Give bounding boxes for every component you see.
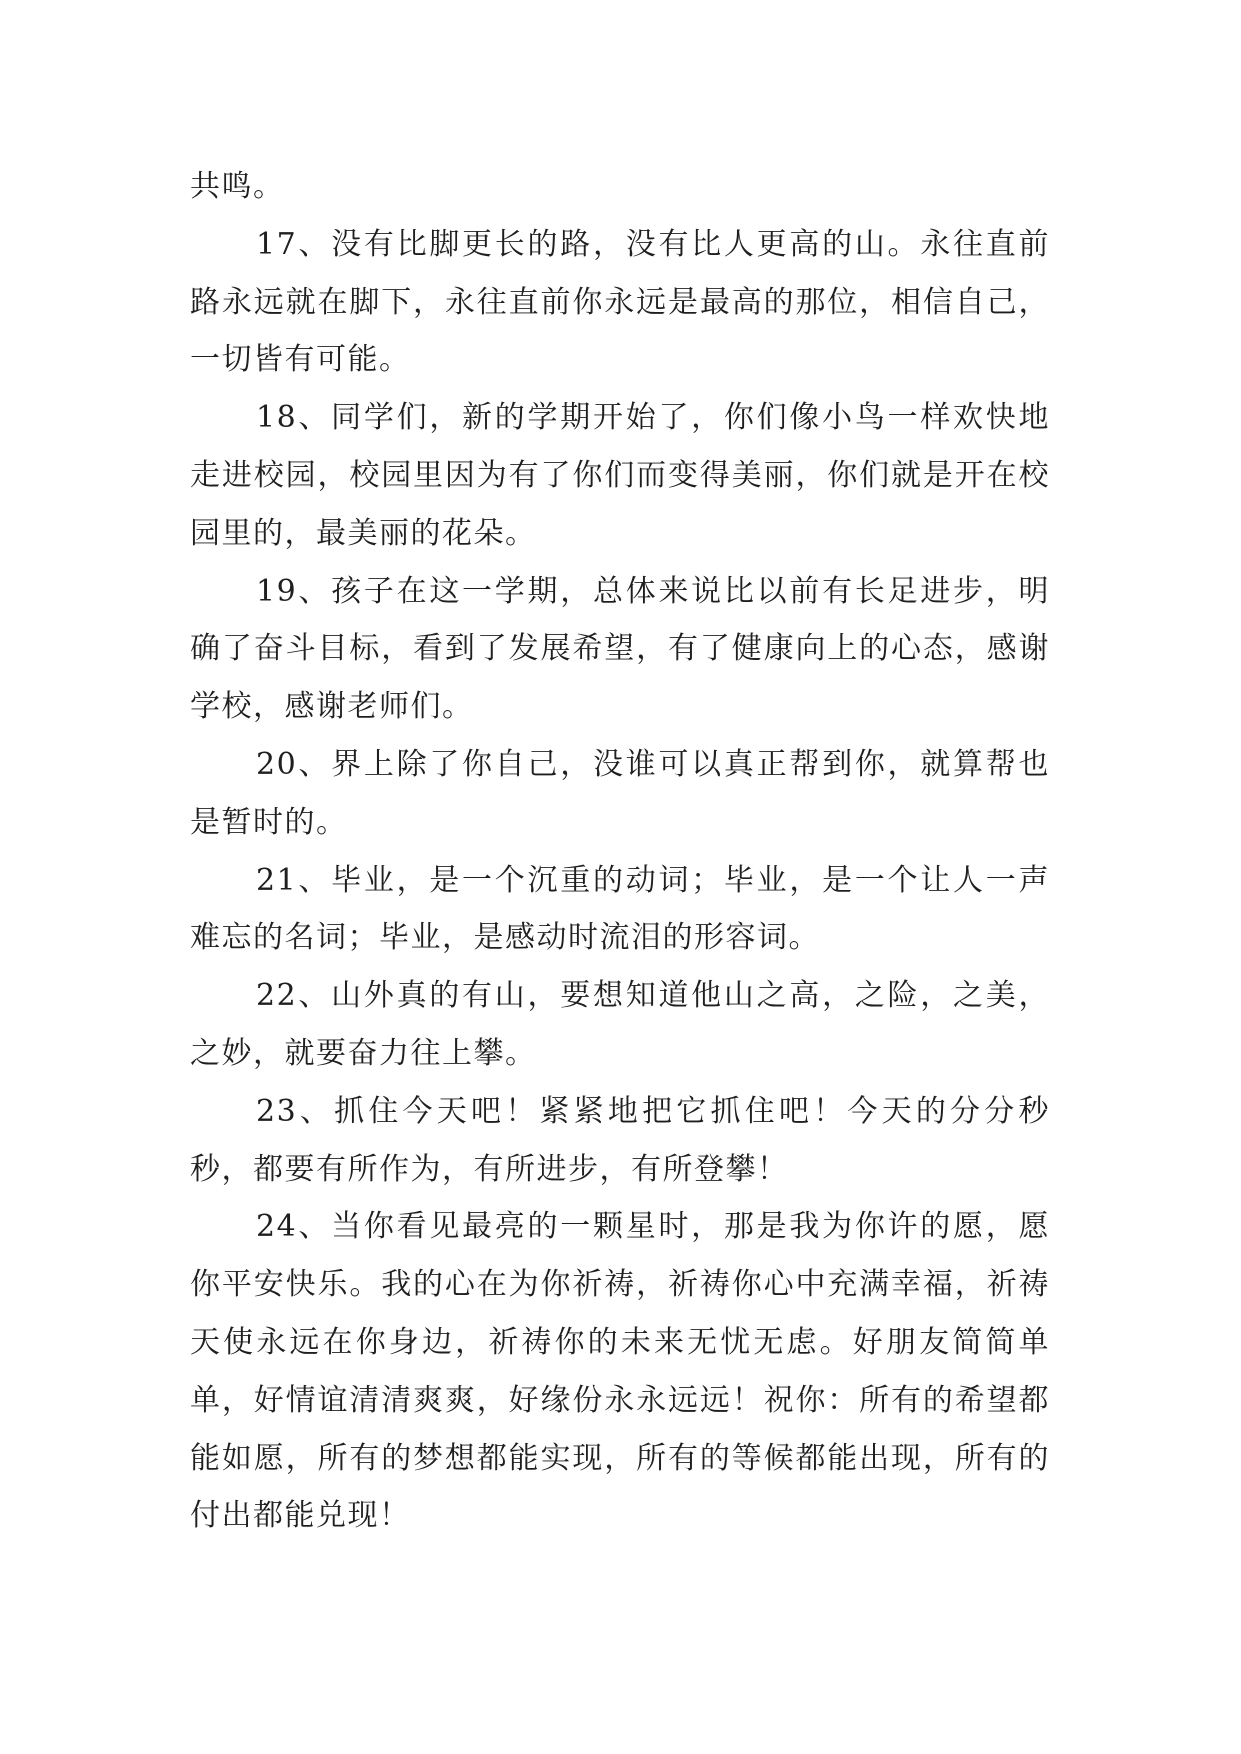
paragraph-18: 18、同学们，新的学期开始了，你们像小鸟一样欢快地走进校园，校园里因为有了你们而变得美丽，你们就是开在校园里的，最美丽的花朵。 (190, 400, 1050, 551)
document-body (190, 158, 1050, 1545)
paragraph-continuation: 共鸣。 (190, 169, 285, 204)
paragraph-17: 17、没有比脚更长的路，没有比人更高的山。永往直前路永远就在脚下，永往直前你永远是最高的那位，相信自己，一切皆有可能。 (190, 226, 1050, 378)
paragraph-23: 23、抓住今天吧！紧紧地把它抓住吧！今天的分分秒秒，都要有所作为，有所进步，有所登攀！ (190, 1093, 1050, 1187)
paragraph-22: 22、山外真的有山，要想知道他山之高，之险，之美，之妙，就要奋力往上攀。 (190, 978, 1050, 1071)
paragraph-20: 20、界上除了你自己，没谁可以真正帮到你，就算帮也是暂时的。 (190, 746, 1050, 840)
paragraph-19: 19、孩子在这一学期，总体来说比以前有长足进步，明确了奋斗目标，看到了发展希望，有了健康向上的心态，感谢学校，感谢老师们。 (190, 573, 1050, 725)
paragraph-24: 24、当你看见最亮的一颗星时，那是我为你许的愿，愿你平安快乐。我的心在为你祈祷，祈祷你心中充满幸福，祈祷天使永远在你身边，祈祷你的未来无忧无虑。好朋友简简单单，好情谊清清爽爽，好缘份永永远远！祝你：所有的希望都能如愿，所有的梦想都能实现，所有的等候都能出现，所有的付出都能兑现！ (190, 1209, 1050, 1534)
paragraph-21: 21、毕业，是一个沉重的动词；毕业，是一个让人一声难忘的名词；毕业，是感动时流泪的形容词。 (190, 862, 1050, 956)
